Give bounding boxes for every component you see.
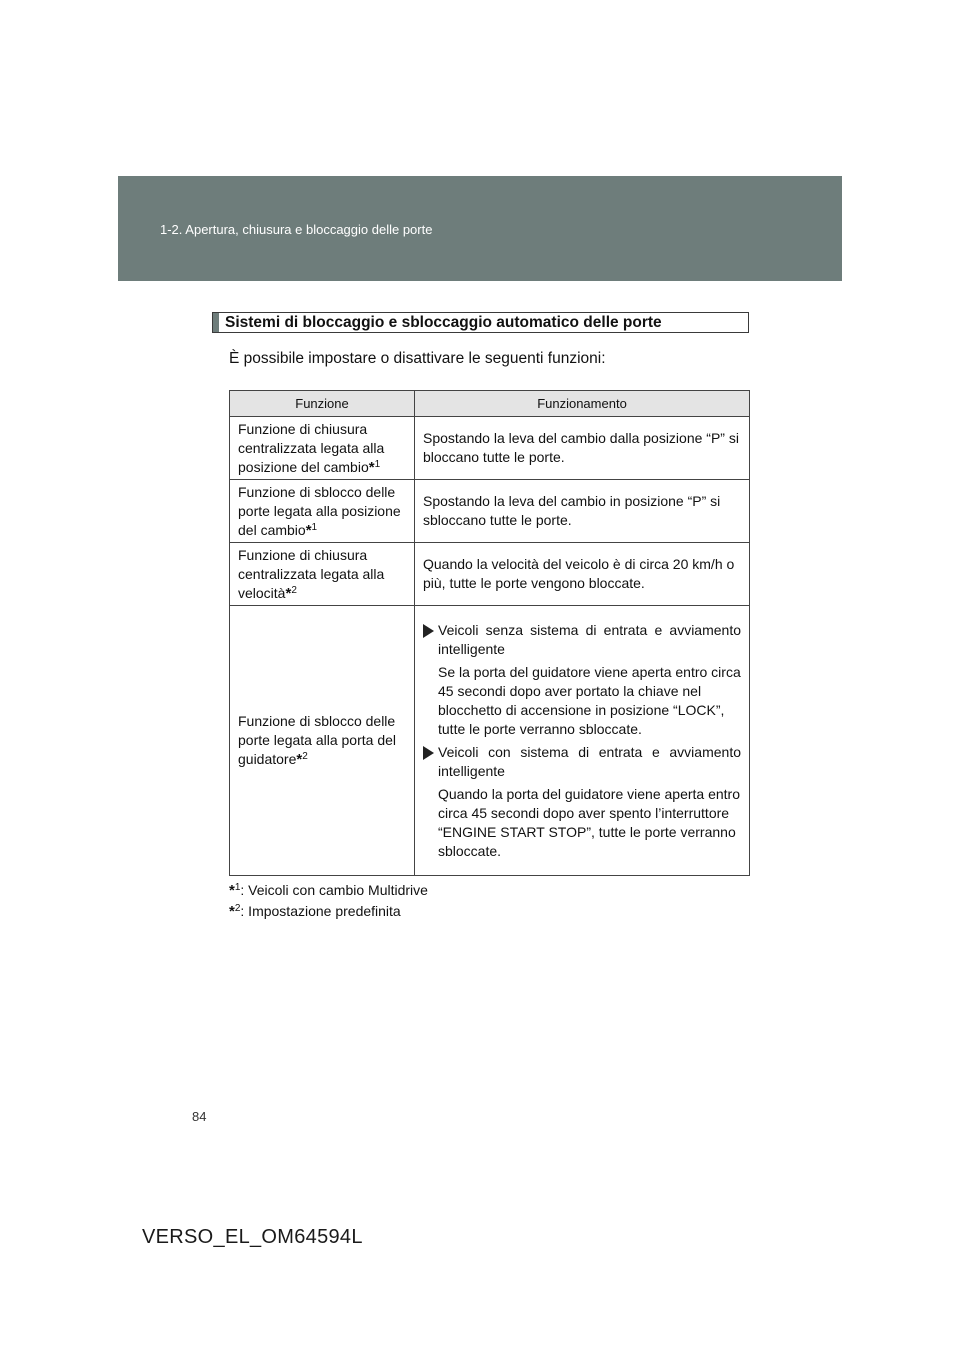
- functions-table: [229, 390, 750, 876]
- footnote: *$^1$: Veicoli con cambio Multidrive: [229, 882, 428, 899]
- note-star: *: [305, 521, 312, 539]
- function-cell: [230, 606, 415, 876]
- function-text: Funzione di sblocco delle porte legata alla porta del guidatore: [238, 713, 396, 767]
- header-operation: Funzionamento: [415, 391, 750, 417]
- table-row: [230, 543, 750, 606]
- footnote: *$^2$: Impostazione predefinita: [229, 903, 401, 920]
- operation-cell: Quando la velocità del veicolo è di circa 20 km/h o più, tutte le porte vengono bloccate.: [415, 543, 750, 606]
- triangle-bullet-icon: [423, 624, 434, 638]
- function-text: Funzione di sblocco delle porte legata alla posizione del cambio: [238, 483, 401, 538]
- table-row: [230, 606, 750, 876]
- document-code: VERSO_EL_OM64594L: [142, 1226, 363, 1248]
- condition-text: Se la porta del guidatore viene aperta entro circa 45 secondi dopo aver portato la chiave nel blocchetto di accensione in posizione “LOCK”, tutte le porte verranno sbloccate.: [438, 663, 741, 737]
- section-heading-accent: [213, 313, 219, 332]
- operation-cell: [415, 606, 750, 876]
- condition-text: Quando la porta del guidatore viene aperta entro circa 45 secondi dopo aver spento l’interruttore “ENGINE START STOP”, tutte le porte verranno sbloccate.: [438, 785, 740, 859]
- condition-title: Veicoli senza sistema di entrata e avviamento intelligente: [423, 621, 741, 659]
- intro-text: È possibile impostare o disattivare le seguenti funzioni:: [229, 350, 606, 367]
- breadcrumb: 1-2. Apertura, chiusura e bloccaggio delle porte: [160, 222, 433, 237]
- section-title: Sistemi di bloccaggio e sbloccaggio automatico delle porte: [225, 314, 662, 331]
- function-text: Funzione di chiusura centralizzata legata alla velocità: [238, 546, 385, 601]
- page-number: 84: [192, 1109, 207, 1124]
- note-star: *: [368, 458, 375, 476]
- note-number: 2: [291, 584, 297, 596]
- note-star: *: [285, 584, 292, 602]
- operation-cell: Spostando la leva del cambio in posizione “P” si sbloccano tutte le porte.: [415, 480, 750, 543]
- function-cell: [230, 480, 415, 543]
- note-number: 1: [311, 521, 318, 533]
- function-cell: [230, 543, 415, 606]
- note-number: 2: [302, 751, 308, 762]
- table-header-row: [230, 391, 750, 417]
- header-function: Funzione: [230, 391, 415, 417]
- footnotes: [229, 880, 428, 922]
- triangle-bullet-icon: [423, 746, 434, 760]
- table-row: [230, 417, 750, 480]
- function-cell: [230, 417, 415, 480]
- note-star: *: [296, 751, 303, 768]
- operation-cell: Spostando la leva del cambio dalla posizione “P” si bloccano tutte le porte.: [415, 417, 750, 480]
- section-heading: [212, 312, 749, 333]
- function-text: Funzione di chiusura centralizzata legata alla posizione del cambio: [238, 420, 385, 475]
- header-band: [118, 176, 842, 281]
- table-row: [230, 480, 750, 543]
- condition-title: Veicoli con sistema di entrata e avviamento intelligente: [423, 743, 741, 781]
- note-number: 1: [374, 458, 381, 470]
